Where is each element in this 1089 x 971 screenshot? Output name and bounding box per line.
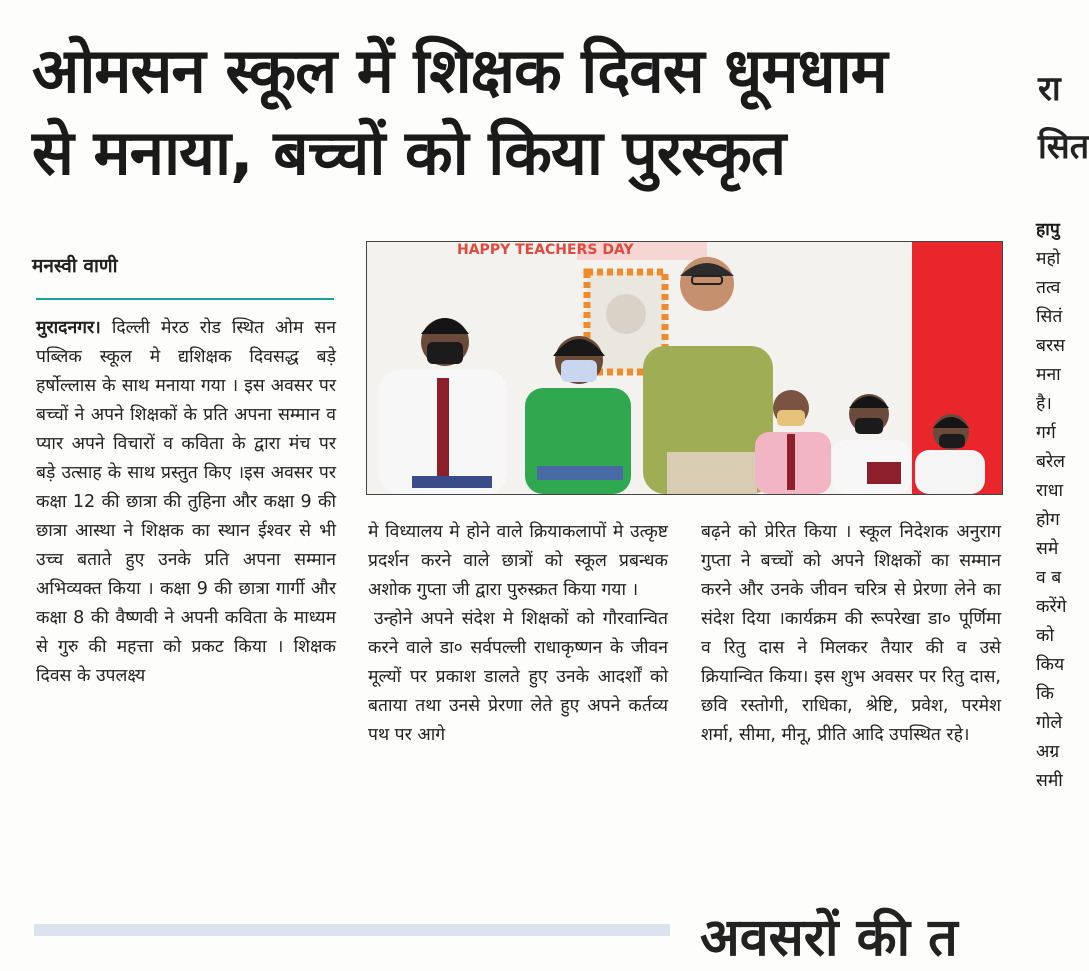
column-1-text: दिल्ली मेरठ रोड स्थित ओम सन पब्लिक स्कूल मे द्यशिक्षक दिवसद्ध बड़े हर्षोल्लास के साथ मनाया गया । इस अवसर पर बच्चों ने अपने शिक्षकों के प्रति अपना सम्मान व प्यार अपने विचारों व कविता के द्वारा मंच पर बड़े उत्साह के साथ प्रस्तुत किए ।इस अवसर पर कक्षा 12 की छात्रा की तुहिना और कक्षा 9 की छात्रा आस्था ने शिक्षक का स्थान ईश्वर से भी उच्च बताते हुए उनके प्रति अपना सम्मान अभिव्यक्त किया । कक्षा 9 की छात्रा गार्गी और कक्षा 8 की वैष्णवी ने अपनी कविता के माध्यम से गुरु की महत्ता को प्रकट किया । शिक्षक दिवस के उपलक्ष्य bbox=[36, 318, 336, 686]
adjacent-text-line: राधा bbox=[1036, 481, 1063, 501]
adjacent-text-line: गोले bbox=[1036, 713, 1063, 733]
adjacent-text-line: कि bbox=[1036, 684, 1054, 704]
bottom-shaded-box bbox=[34, 924, 670, 936]
adjacent-text-line: तत्व bbox=[1036, 278, 1061, 298]
adjacent-text-line: को bbox=[1036, 626, 1054, 646]
adjacent-text-line: समे bbox=[1036, 539, 1059, 559]
adjacent-text-line: गर्ग bbox=[1036, 423, 1056, 443]
photo-illustration bbox=[367, 242, 1002, 494]
adjacent-text-line: करेंगे bbox=[1036, 597, 1067, 617]
photo-banner-text: HAPPY TEACHERS DAY bbox=[457, 242, 634, 258]
column-3-text: बढ़ने को प्रेरित किया । स्कूल निदेशक अनुराग गुप्ता ने बच्चों को अपने शिक्षकों का सम्मान करने और उनके जीवन चरित्र से प्रेरणा लेने का संदेश दिया ।कार्यक्रम की रूपरेखा डा० पूर्णिमा व रितु दास ने मिलकर तैयार की व उसे क्रियान्वित किया। इस शुभ अवसर पर रितु दास, छवि रस्तोगी, राधिका, श्रेष्टि, प्रवेश, परमेश शर्मा, सीमा, मीनू, प्रीति आदि उपस्थित रहे। bbox=[701, 522, 1001, 745]
event-photo bbox=[366, 241, 1003, 495]
adjacent-text-line: महो bbox=[1036, 249, 1061, 269]
adjacent-text-line: किय bbox=[1036, 655, 1065, 675]
next-headline-text: अवसरों की त bbox=[700, 908, 958, 968]
adjacent-text-line: व ब bbox=[1036, 568, 1062, 588]
adjacent-dateline: हापु bbox=[1036, 220, 1060, 240]
headline bbox=[32, 30, 1007, 194]
adjacent-text-line: मना bbox=[1036, 365, 1061, 385]
adjacent-headline-line-1: रा bbox=[1038, 69, 1061, 109]
next-headline-fragment bbox=[700, 904, 1080, 968]
adjacent-text-line: है। bbox=[1036, 394, 1052, 414]
adjacent-text-line: अग्र bbox=[1036, 742, 1060, 762]
adjacent-text-line: बरस bbox=[1036, 336, 1065, 356]
column-2-paragraph-1: मे विध्यालय मे होने वाले क्रियाकलापों मे उत्कृष्ट प्रदर्शन करने वाले छात्रों को स्कूल प्रबन्धक अशोक गुप्ता जी द्वारा पुरुस्क्रत किया गया । bbox=[368, 522, 668, 600]
adjacent-article bbox=[1030, 60, 1089, 936]
adjacent-text-line: सितं bbox=[1036, 307, 1063, 327]
adjacent-text-lines bbox=[1030, 245, 1080, 796]
article-column-2 bbox=[368, 518, 668, 750]
article-column-3 bbox=[701, 518, 1001, 750]
article-column-1 bbox=[36, 314, 336, 691]
byline-divider bbox=[36, 298, 334, 300]
headline-line-1: ओमसन स्कूल में शिक्षक दिवस धूमधाम bbox=[32, 34, 887, 107]
dateline: मुरादनगर। bbox=[36, 318, 101, 338]
byline: मनस्वी वाणी bbox=[32, 255, 118, 277]
headline-line-2: से मनाया, बच्चों को किया पुरस्कृत bbox=[32, 116, 786, 189]
column-2-paragraph-2: उन्होने अपने संदेश मे शिक्षकों को गौरवान्वित करने वाले डा० सर्वपल्ली राधाकृष्णन के जीवन मूल्यों पर प्रकाश डालते हुए उनके आदर्शों को बताया तथा उनसे प्रेरणा लेते हुए अपने कर्तव्य पथ पर आगे bbox=[368, 609, 668, 745]
adjacent-headline-line-2: सित bbox=[1038, 127, 1089, 167]
adjacent-text-line: समी bbox=[1036, 771, 1063, 791]
adjacent-text-line: बरेल bbox=[1036, 452, 1066, 472]
adjacent-text-line: होग bbox=[1036, 510, 1060, 530]
previous-page-strip bbox=[0, 0, 1080, 10]
